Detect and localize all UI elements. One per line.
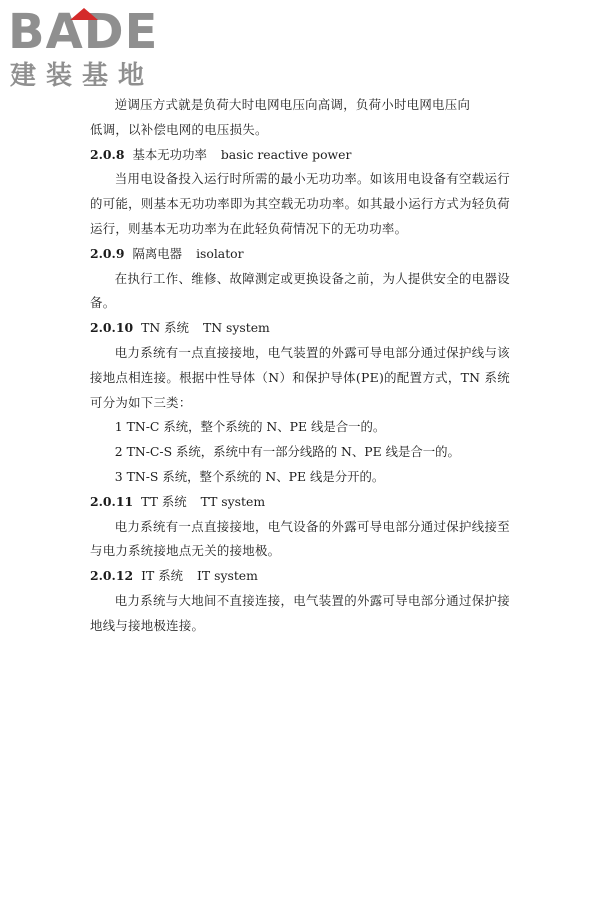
intro-paragraph-line-2: 低调，以补偿电网的电压损失。 <box>90 121 268 137</box>
term-english: TT system <box>200 493 266 509</box>
logo-chinese-name: 建装基地 <box>10 61 155 91</box>
section-2-0-8 <box>90 143 510 242</box>
section-2-0-12 <box>90 564 510 638</box>
section-2-0-11 <box>90 490 510 564</box>
term-number: 2.0.12 <box>90 568 134 584</box>
term-number: 2.0.11 <box>90 493 134 509</box>
term-heading <box>90 564 510 589</box>
definition-paragraph: 电力系统有一点直接接地，电气设备的外露可导电部分通过保护线接至与电力系统接地点无关的接地极。 <box>90 518 510 559</box>
term-heading <box>90 242 510 267</box>
term-chinese: IT 系统 <box>141 568 184 584</box>
term-heading <box>90 316 510 341</box>
section-2-0-10 <box>90 316 510 490</box>
term-chinese: 基本无功功率 <box>132 146 207 162</box>
term-heading <box>90 143 510 168</box>
definition-paragraph: 在执行工作、维修、故障测定或更换设备之前，为人提供安全的电器设备。 <box>90 270 510 311</box>
logo-red-accent-icon <box>70 8 98 20</box>
list-item: 1 TN-C 系统，整个系统的 N、PE 线是合一的。 <box>114 419 386 435</box>
term-chinese: TN 系统 <box>141 320 189 336</box>
list-item: 2 TN-C-S 系统，系统中有一部分线路的 N、PE 线是合一的。 <box>114 444 460 460</box>
definition-paragraph: 电力系统与大地间不直接连接，电气装置的外露可导电部分通过保护接地线与接地极连接。 <box>90 592 510 633</box>
term-english: TN system <box>202 320 270 336</box>
term-number: 2.0.9 <box>90 245 125 261</box>
logo-wordmark: BADE <box>8 4 159 60</box>
section-2-0-9 <box>90 242 510 316</box>
definition-paragraph: 当用电设备投入运行时所需的最小无功功率。如该用电设备有空载运行的可能，则基本无功功率即为其空载无功功率。如其最小运行方式为轻负荷运行，则基本无功功率为在此轻负荷情况下的无功功率。 <box>90 171 510 236</box>
term-number: 2.0.10 <box>90 320 134 336</box>
term-english: IT system <box>197 568 258 584</box>
term-chinese: TT 系统 <box>141 493 187 509</box>
term-number: 2.0.8 <box>90 146 125 162</box>
term-chinese: 隔离电器 <box>132 245 183 261</box>
bade-logo <box>8 4 178 96</box>
definition-paragraph: 电力系统有一点直接接地，电气装置的外露可导电部分通过保护线与该接地点相连接。根据中性导体（N）和保护导体(PE)的配置方式，TN 系统可分为如下三类： <box>90 344 510 410</box>
intro-paragraph-line-1: 逆调压方式就是负荷大时电网电压向高调，负荷小时电网电压向 <box>114 97 471 112</box>
term-heading <box>90 490 510 515</box>
term-english: basic reactive power <box>220 146 352 162</box>
term-english: isolator <box>196 245 244 261</box>
list-item: 3 TN-S 系统，整个系统的 N、PE 线是分开的。 <box>114 468 385 484</box>
document-body <box>90 93 510 639</box>
